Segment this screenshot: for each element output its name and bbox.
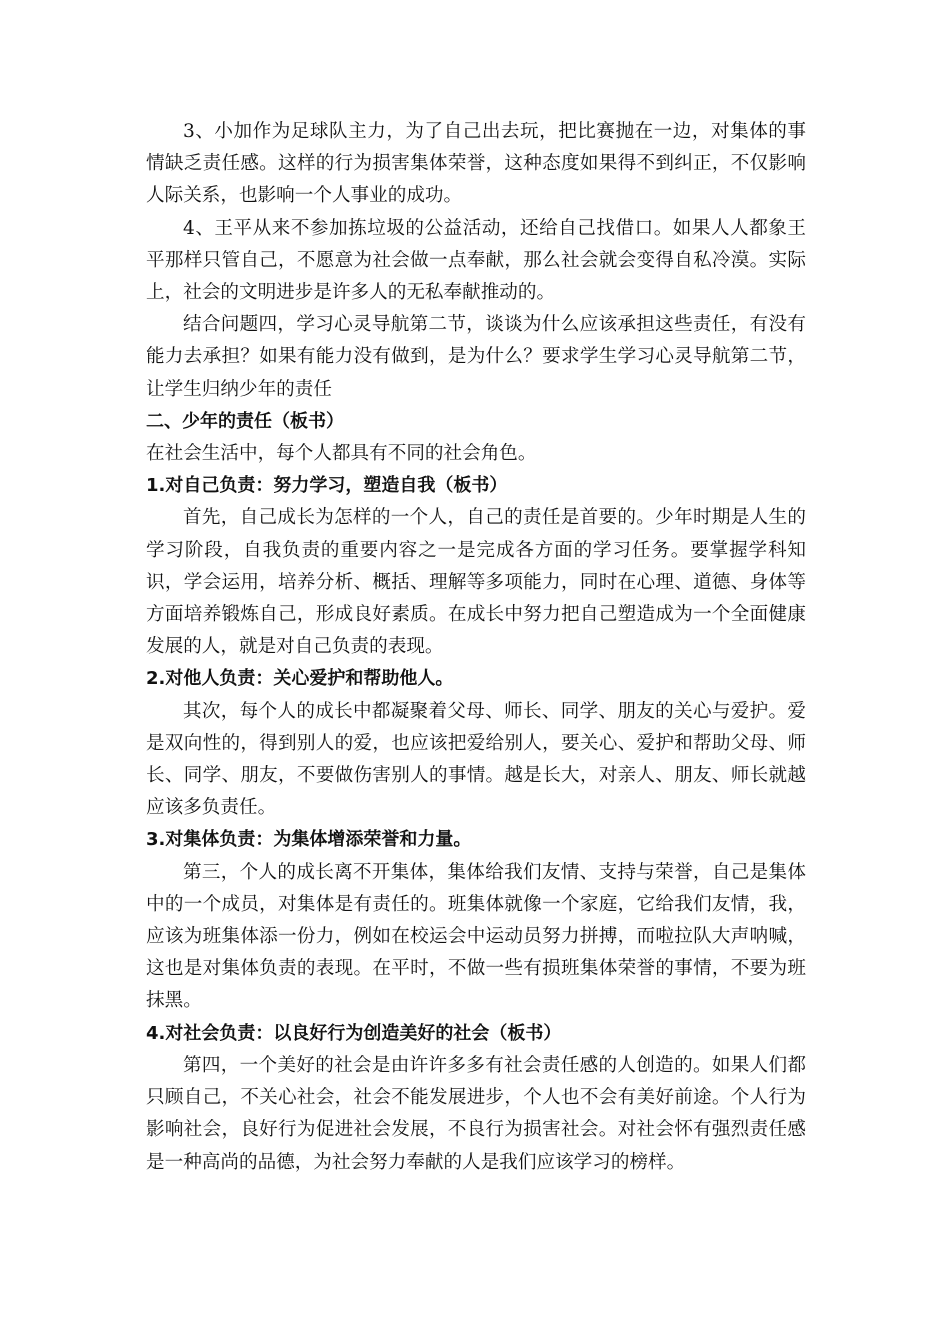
item-body-society: 第四，一个美好的社会是由许许多多有社会责任感的人创造的。如果人们都只顾自己，不关心社会，社会不能发展进步，个人也不会有美好前途。个人行为影响社会，良好行为促进社会发展，不良行为损害社会。对社会怀有强烈责任感是一种高尚的品德，为社会努力奉献的人是我们应该学习的榜样。 <box>146 1054 806 1173</box>
item-heading-others: 2.对他人负责：关心爱护和帮助他人。 <box>146 668 454 690</box>
paragraph-discussion: 结合问题四，学习心灵导航第二节，谈谈为什么应该承担这些责任，有没有能力去承担？如果有能力没有做到，是为什么？要求学生学习心灵导航第二节，让学生归纳少年的责任 <box>146 314 806 400</box>
item-heading-collective: 3.对集体负责：为集体增添荣誉和力量。 <box>146 829 472 851</box>
item-body-others: 其次，每个人的成长中都凝聚着父母、师长、同学、朋友的关心与爱护。爱是双向性的，得到别人的爱，也应该把爱给别人，要关心、爱护和帮助父母、师长、同学、朋友，不要做伤害别人的事情。越是长大，对亲人、朋友、师长就越应该多负责任。 <box>146 700 806 819</box>
document-page <box>146 116 806 1179</box>
item-body-self: 首先，自己成长为怎样的一个人，自己的责任是首要的。少年时期是人生的学习阶段，自我负责的重要内容之一是完成各方面的学习任务。要掌握学科知识，学会运用，培养分析、概括、理解等多项能力，同时在心理、道德、身体等方面培养锻炼自己，形成良好素质。在成长中努力把自己塑造成为一个全面健康发展的人，就是对自己负责的表现。 <box>146 507 806 658</box>
item-body-collective: 第三，个人的成长离不开集体，集体给我们友情、支持与荣誉，自己是集体中的一个成员，对集体是有责任的。班集体就像一个家庭，它给我们友情，我，应该为班集体添一份力，例如在校运会中运动员努力拼搏，而啦拉队大声呐喊，这也是对集体负责的表现。在平时，不做一些有损班集体荣誉的事情，不要为班抹黑。 <box>146 861 806 1012</box>
section-intro: 在社会生活中，每个人都具有不同的社会角色。 <box>146 443 537 465</box>
item-heading-self: 1.对自己负责：努力学习，塑造自我（板书） <box>146 475 508 497</box>
paragraph-case-3: 3、小加作为足球队主力，为了自己出去玩，把比赛抛在一边，对集体的事情缺乏责任感。这样的行为损害集体荣誉，这种态度如果得不到纠正，不仅影响人际关系，也影响一个人事业的成功。 <box>146 121 806 207</box>
item-heading-society: 4.对社会负责：以良好行为创造美好的社会（板书） <box>146 1022 562 1044</box>
paragraph-case-4: 4、王平从来不参加拣垃圾的公益活动，还给自己找借口。如果人人都象王平那样只管自己，不愿意为社会做一点奉献，那么社会就会变得自私冷漠。实际上，社会的文明进步是许多人的无私奉献推动的。 <box>146 217 806 304</box>
section-heading: 二、少年的责任（板书） <box>146 410 344 432</box>
